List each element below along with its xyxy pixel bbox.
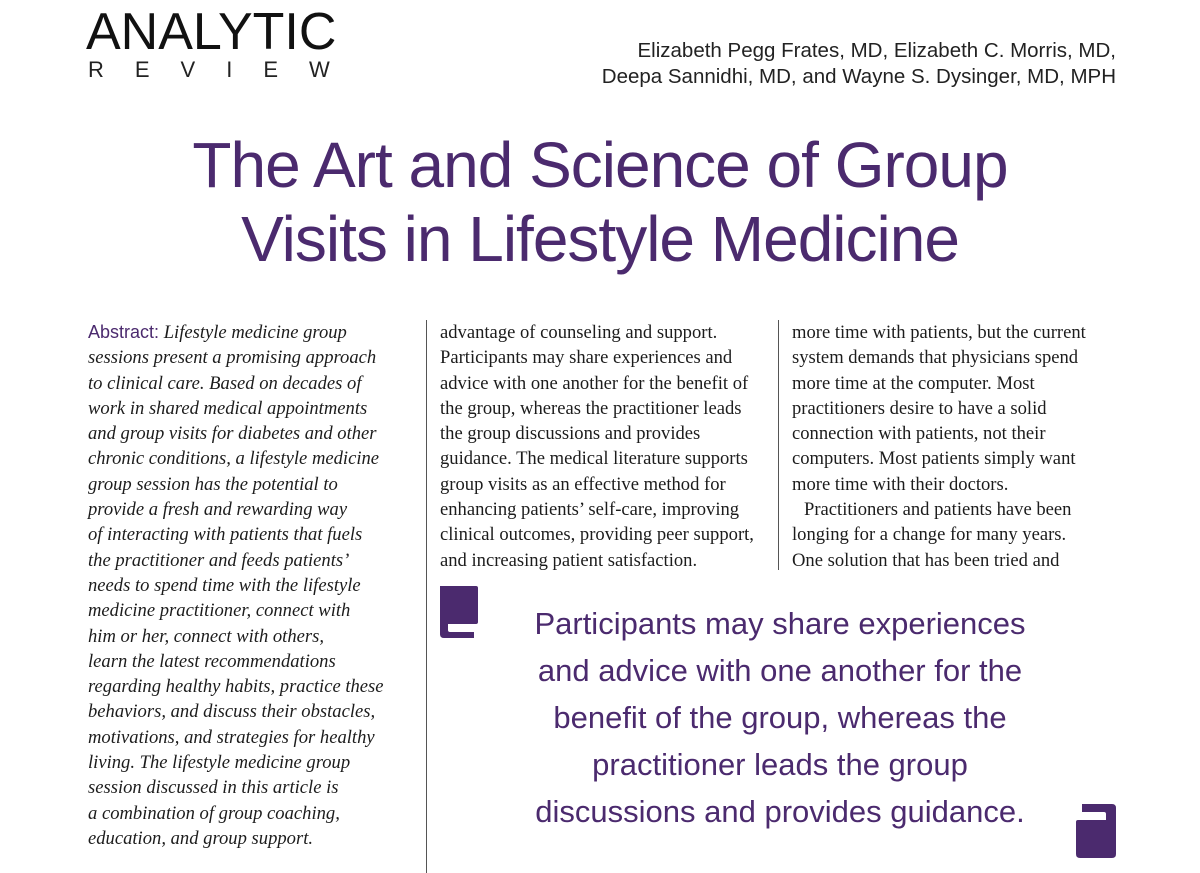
abstract-line: chronic conditions, a lifestyle medicine bbox=[88, 448, 380, 470]
abstract-line: learn the latest recommendations bbox=[88, 650, 336, 672]
abstract bbox=[88, 320, 418, 851]
body-line: more time with their doctors. bbox=[792, 473, 1009, 495]
authors-line-1: Elizabeth Pegg Frates, MD, Elizabeth C. Morris, MD, bbox=[637, 39, 1116, 62]
journal-label-top: ANALYTIC bbox=[86, 3, 337, 61]
abstract-line: the practitioner and feeds patients’ bbox=[88, 549, 350, 571]
body-column-2 bbox=[440, 320, 770, 573]
body-column-3 bbox=[792, 320, 1122, 573]
body-line: Practitioners and patients have been bbox=[804, 499, 1072, 521]
article-title bbox=[0, 128, 1200, 276]
abstract-line: and group visits for diabetes and other bbox=[88, 423, 377, 445]
body-line: computers. Most patients simply want bbox=[792, 448, 1076, 470]
body-line: enhancing patients’ self-care, improving bbox=[440, 499, 740, 521]
abstract-line: work in shared medical appointments bbox=[88, 397, 368, 419]
abstract-line: of interacting with patients that fuels bbox=[88, 524, 363, 546]
body-line: Participants may share experiences and bbox=[440, 347, 733, 369]
body-line: advantage of counseling and support. bbox=[440, 322, 718, 343]
body-line: One solution that has been tried and bbox=[792, 549, 1060, 571]
abstract-line: needs to spend time with the lifestyle bbox=[88, 574, 361, 596]
abstract-line: provide a fresh and rewarding way bbox=[88, 499, 348, 521]
body-line: connection with patients, not their bbox=[792, 423, 1046, 445]
pull-quote-line: discussions and provides guidance. bbox=[535, 794, 1025, 829]
abstract-line: sessions present a promising approach bbox=[88, 347, 377, 369]
abstract-line: session discussed in this article is bbox=[88, 777, 339, 799]
title-line-2: Visits in Lifestyle Medicine bbox=[241, 203, 959, 275]
abstract-line: him or her, connect with others, bbox=[88, 625, 325, 647]
column-rule-1 bbox=[426, 320, 427, 873]
title-line-1: The Art and Science of Group bbox=[192, 129, 1008, 201]
body-line: longing for a change for many years. bbox=[792, 524, 1067, 546]
body-line: the group, whereas the practitioner leads bbox=[440, 397, 742, 419]
abstract-line: medicine practitioner, connect with bbox=[88, 600, 351, 622]
column-rule-2 bbox=[778, 320, 779, 570]
pull-quote-line: benefit of the group, whereas the bbox=[553, 700, 1007, 735]
abstract-line: motivations, and strategies for healthy bbox=[88, 726, 375, 748]
author-list bbox=[602, 38, 1116, 90]
body-line: advice with one another for the benefit of bbox=[440, 372, 749, 394]
body-line: more time with patients, but the current bbox=[792, 322, 1086, 343]
abstract-line: Lifestyle medicine group bbox=[163, 322, 347, 343]
abstract-line: living. The lifestyle medicine group bbox=[88, 752, 351, 774]
abstract-line: group session has the potential to bbox=[88, 473, 338, 495]
body-line: practitioners desire to have a solid bbox=[792, 397, 1047, 419]
abstract-line: regarding healthy habits, practice these bbox=[88, 676, 384, 698]
body-line: the group discussions and provides bbox=[440, 423, 701, 445]
journal-section-label bbox=[86, 3, 361, 82]
body-line: system demands that physicians spend bbox=[792, 347, 1079, 369]
body-line: and increasing patient satisfaction. bbox=[440, 549, 698, 571]
abstract-line: behaviors, and discuss their obstacles, bbox=[88, 701, 376, 723]
abstract-line: a combination of group coaching, bbox=[88, 802, 340, 824]
journal-label-bottom: REVIEW bbox=[88, 57, 361, 82]
body-line: group visits as an effective method for bbox=[440, 473, 726, 495]
body-line: more time at the computer. Most bbox=[792, 372, 1035, 394]
pull-quote-line: practitioner leads the group bbox=[592, 747, 968, 782]
pull-quote bbox=[470, 600, 1090, 835]
authors-line-2: Deepa Sannidhi, MD, and Wayne S. Dysinger, MD, MPH bbox=[601, 65, 1116, 88]
pull-quote-line: Participants may share experiences bbox=[534, 606, 1026, 641]
abstract-line: education, and group support. bbox=[88, 827, 314, 849]
body-line: guidance. The medical literature supports bbox=[440, 448, 748, 470]
abstract-label: Abstract: bbox=[88, 322, 160, 342]
pull-quote-line: and advice with one another for the bbox=[537, 653, 1023, 688]
body-line: clinical outcomes, providing peer support, bbox=[440, 524, 754, 546]
abstract-line: to clinical care. Based on decades of bbox=[88, 372, 362, 394]
